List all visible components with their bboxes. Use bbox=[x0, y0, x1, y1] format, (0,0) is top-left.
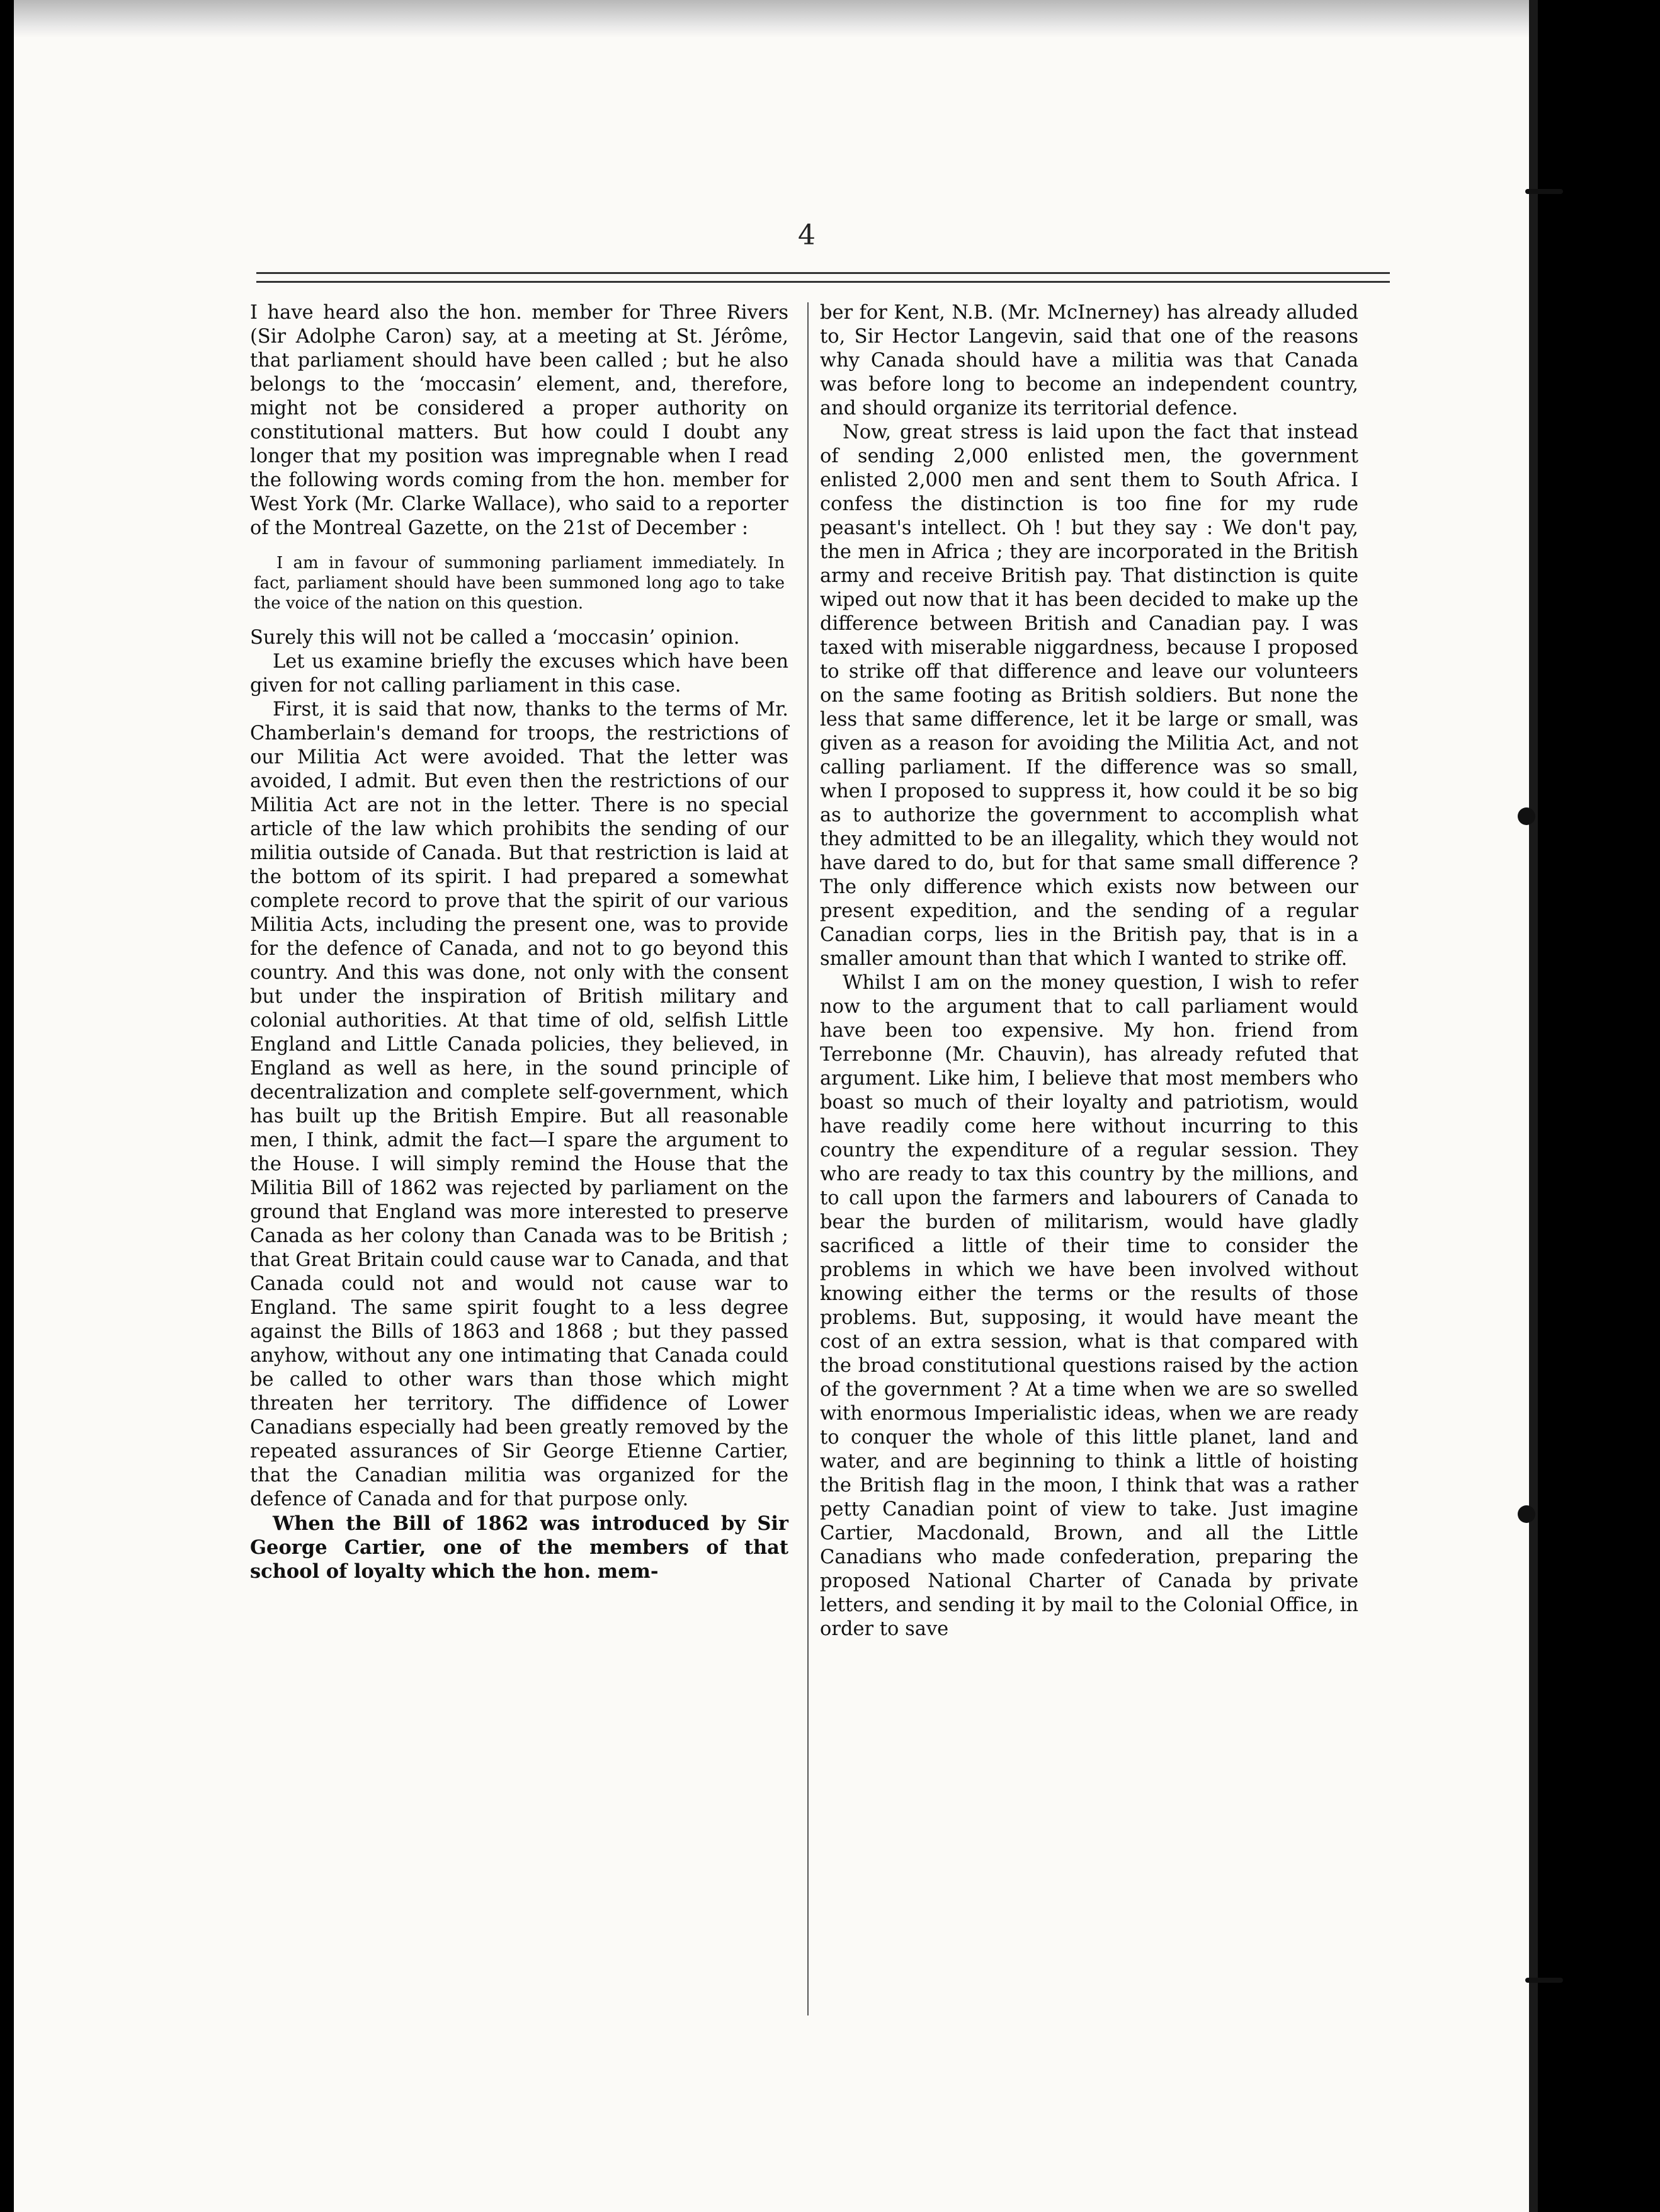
header-rule bbox=[256, 281, 1390, 283]
header-rule bbox=[256, 272, 1390, 274]
paragraph: First, it is said that now, thanks to the terms of Mr. Chamberlain's demand for troops, the restrictions of our Militia Act were avoided. That the letter was avoided, I admit. But even then the restrictions of our Militia Act are not in the letter. There is no special article of the law which prohibits the sending of our militia outside of Canada. But that restriction is laid at the bottom of its spirit. I had prepared a somewhat complete record to prove that the spirit of our various Militia Acts, including the present one, was to provide for the defence of Canada, and not to go beyond this country. And this was done, not only with the consent but under the inspiration of British military and colonial authorities. At that time of old, selfish Little England and Little Canada policies, they believed, in England as well as here, in the sound principle of decentralization and complete self-government, which has built up the British Empire. But all reasonable men, I think, admit the fact—I spare the argument to the House. I will simply remind the House that the Militia Bill of 1862 was rejected by parliament on the ground that England was more interested to preserve Canada as her colony than Canada was to be British ; that Great Britain could cause war to Canada, and that Canada could not and would not cause war to England. The same spirit fought to a less degree against the Bills of 1863 and 1868 ; but they passed anyhow, without any one intimating that Canada could be called to other wars than those which might threaten her territory. The diffidence of Lower Canadians especially had been greatly removed by the repeated assurances of Sir George Etienne Cartier, that the Canadian militia was organized for the defence of Canada and for that purpose only. bbox=[250, 698, 788, 1510]
paragraph: When the Bill of 1862 was introduced by Sir George Cartier, one of the members of that school of loyalty which the hon. mem- bbox=[250, 1512, 788, 1583]
column-divider bbox=[807, 302, 809, 2015]
right-column bbox=[820, 301, 1358, 1641]
block-quote: I am in favour of summoning parliament immediately. In fact, parliament should have been summoned long ago to take the voice of the nation on this question. bbox=[254, 554, 785, 613]
paragraph: Now, great stress is laid upon the fact that instead of sending 2,000 enlisted men, the government enlisted 2,000 men and sent them to South Africa. I confess the distinction is too fine for my rude peasant's intellect. Oh ! but they say : We don't pay, the men in Africa ; they are incorporated in the British army and receive British pay. That distinction is quite wiped out now that it has been decided to make up the difference between British and Canadian pay. I was taxed with miserable niggardness, because I proposed to strike off that difference and leave our volunteers on the same footing as British soldiers. But none the less that same difference, let it be large or small, was given as a reason for avoiding the Militia Act, and not calling parliament. If the difference was so small, when I proposed to suppress it, how could it be so big as to authorize the government to accomplish what they admitted to be an illegality, which they would not have dared to do, but for that same small difference ? The only difference which exists now between our present expedition, and the sending of a regular Canadian corps, lies in the British pay, that is in a smaller amount than that which I wanted to strike off. bbox=[820, 421, 1358, 970]
scan-top-edge bbox=[14, 0, 1538, 38]
binding-mark bbox=[1525, 189, 1563, 194]
paragraph: Surely this will not be called a ‘moccasin’ opinion. bbox=[250, 627, 740, 649]
page-number: 4 bbox=[798, 219, 816, 251]
binding-dot bbox=[1518, 1505, 1535, 1523]
paragraph: Let us examine briefly the excuses which have been given for not calling parliament in this case. bbox=[250, 651, 788, 697]
binding-mark bbox=[1525, 1978, 1563, 1983]
document-page bbox=[14, 0, 1538, 2212]
paragraph: I have heard also the hon. member for Three Rivers (Sir Adolphe Caron) say, at a meeting at St. Jérôme, that parliament should have been called ; but he also belongs to the ‘moccasin’ element, and, therefore, might not be considered a proper authority on constitutional matters. But how could I doubt any longer that my position was impregnable when I read the following words coming from the hon. member for West York (Mr. Clarke Wallace), who said to a reporter of the Montreal Gazette, on the 21st of December : bbox=[250, 302, 788, 539]
paragraph: Whilst I am on the money question, I wish to refer now to the argument that to call parliament would have been too expensive. My hon. friend from Terrebonne (Mr. Chauvin), has already refuted that argument. Like him, I believe that most members who boast so much of their loyalty and patriotism, would have readily come here without incurring to this country the expenditure of a regular session. They who are ready to tax this country by the millions, and to call upon the farmers and labourers of Canada to bear the burden of militarism, would have gladly sacrificed a little of their time to consider the problems in which we have been involved without knowing either the terms or the results of those problems. But, supposing, it would have meant the cost of an extra session, what is that compared with the broad constitutional questions raised by the action of the government ? At a time when we are so swelled with enormous Imperialistic ideas, when we are ready to conquer the whole of this little planet, land and water, and are beginning to think a little of hoisting the British flag in the moon, I think that was a rather petty Canadian point of view to take. Just imagine Cartier, Macdonald, Brown, and all the Little Canadians who made confederation, preparing the proposed National Charter of Canada by private letters, and sending it by mail to the Colonial Office, in order to save bbox=[820, 972, 1358, 1640]
binding-dot bbox=[1518, 807, 1535, 825]
paragraph: ber for Kent, N.B. (Mr. McInerney) has already alluded to, Sir Hector Langevin, said that one of the reasons why Canada should have a militia was that Canada was before long to become an independent country, and should organize its territorial defence. bbox=[820, 302, 1358, 419]
scan-right-border bbox=[1529, 0, 1538, 2212]
left-column bbox=[250, 301, 788, 1583]
